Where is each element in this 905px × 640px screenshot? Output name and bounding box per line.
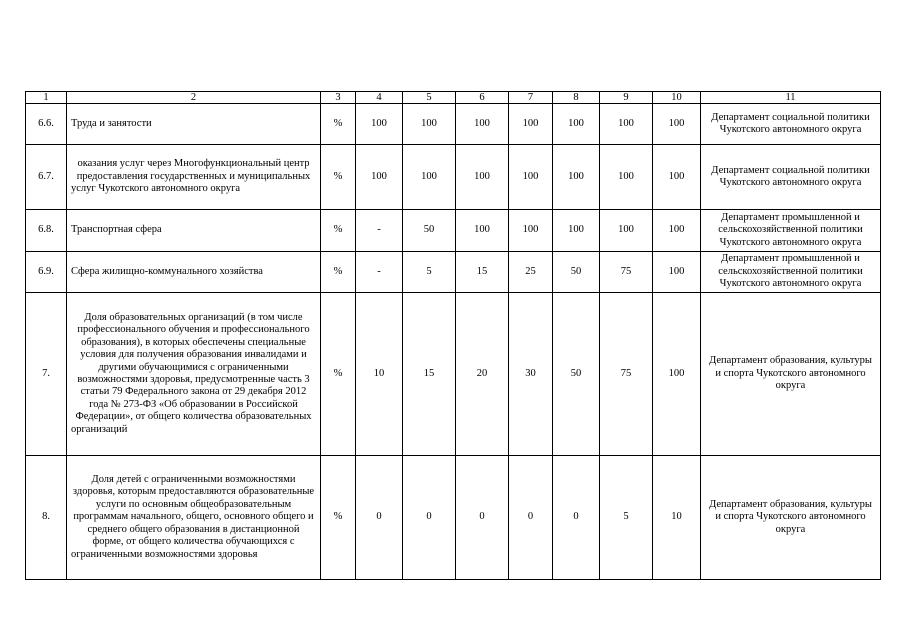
value-cell: 5 bbox=[600, 456, 653, 580]
unit-cell: % bbox=[321, 293, 356, 456]
value-cell: 100 bbox=[653, 210, 701, 252]
value-cell: 50 bbox=[403, 210, 456, 252]
value-cell: 10 bbox=[653, 456, 701, 580]
responsible-department: Департамент промышленной и сельскохозяйственной политики Чукотского автономного округа bbox=[701, 210, 881, 252]
responsible-department: Департамент образования, культуры и спорта Чукотского автономного округа bbox=[701, 293, 881, 456]
value-cell: - bbox=[356, 252, 403, 293]
value-cell: 25 bbox=[509, 252, 553, 293]
value-cell: 0 bbox=[509, 456, 553, 580]
indicator-description: Труда и занятости bbox=[67, 104, 321, 145]
value-cell: 100 bbox=[509, 145, 553, 210]
table-row bbox=[26, 210, 881, 252]
indicator-description: Доля образовательных организаций (в том числе профессионального обучения и профессионального образования), в которых обеспечены специальные условия для получения образования инвалидами и другими обучающимися с ограниченными возможностями здоровья, предусмотренные часть 3 статьи 79 Федерального закона от 29 декабря 2012 года № 273-ФЗ «Об образовании в Российской Федерации», от общего количества образовательных организаций bbox=[67, 293, 321, 456]
value-cell: 15 bbox=[403, 293, 456, 456]
value-cell: 100 bbox=[600, 210, 653, 252]
table-row bbox=[26, 456, 881, 580]
value-cell: 50 bbox=[553, 252, 600, 293]
header-cell: 8 bbox=[553, 92, 600, 104]
row-number: 7. bbox=[26, 293, 67, 456]
value-cell: 100 bbox=[600, 104, 653, 145]
value-cell: 100 bbox=[509, 104, 553, 145]
header-cell: 6 bbox=[456, 92, 509, 104]
value-cell: 75 bbox=[600, 252, 653, 293]
unit-cell: % bbox=[321, 456, 356, 580]
indicator-description: Транспортная сфера bbox=[67, 210, 321, 252]
table-row bbox=[26, 104, 881, 145]
row-number: 6.8. bbox=[26, 210, 67, 252]
value-cell: 100 bbox=[553, 145, 600, 210]
value-cell: 0 bbox=[456, 456, 509, 580]
value-cell: 0 bbox=[356, 456, 403, 580]
table-row bbox=[26, 293, 881, 456]
indicator-description: Сфера жилищно-коммунального хозяйства bbox=[67, 252, 321, 293]
value-cell: 30 bbox=[509, 293, 553, 456]
value-cell: 100 bbox=[509, 210, 553, 252]
header-cell: 2 bbox=[67, 92, 321, 104]
responsible-department: Департамент промышленной и сельскохозяйственной политики Чукотского автономного округа bbox=[701, 252, 881, 293]
value-cell: 100 bbox=[653, 104, 701, 145]
unit-cell: % bbox=[321, 252, 356, 293]
value-cell: 100 bbox=[653, 293, 701, 456]
value-cell: 20 bbox=[456, 293, 509, 456]
header-cell: 1 bbox=[26, 92, 67, 104]
value-cell: 100 bbox=[403, 145, 456, 210]
value-cell: 100 bbox=[600, 145, 653, 210]
unit-cell: % bbox=[321, 145, 356, 210]
header-cell: 5 bbox=[403, 92, 456, 104]
value-cell: 10 bbox=[356, 293, 403, 456]
value-cell: 100 bbox=[356, 145, 403, 210]
value-cell: 100 bbox=[553, 210, 600, 252]
value-cell: 100 bbox=[456, 104, 509, 145]
responsible-department: Департамент социальной политики Чукотского автономного округа bbox=[701, 104, 881, 145]
value-cell: 0 bbox=[403, 456, 456, 580]
value-cell: 15 bbox=[456, 252, 509, 293]
unit-cell: % bbox=[321, 210, 356, 252]
indicator-table bbox=[25, 91, 881, 580]
header-cell: 7 bbox=[509, 92, 553, 104]
unit-cell: % bbox=[321, 104, 356, 145]
value-cell: 100 bbox=[456, 145, 509, 210]
indicator-description: Доля детей с ограниченными возможностями здоровья, которым предоставляются образовательные услуги по основным общеобразовательным программам начального, общего, основного общего и среднего общего образования в дистанционной форме, от общего количества обучающихся с ограниченными возможностями здоровья bbox=[67, 456, 321, 580]
indicator-description: оказания услуг через Многофункциональный центр предоставления государственных и муниципальных услуг Чукотского автономного округа bbox=[67, 145, 321, 210]
row-number: 6.6. bbox=[26, 104, 67, 145]
table-row bbox=[26, 145, 881, 210]
value-cell: 50 bbox=[553, 293, 600, 456]
column-number-header bbox=[26, 92, 881, 104]
value-cell: 100 bbox=[356, 104, 403, 145]
responsible-department: Департамент социальной политики Чукотского автономного округа bbox=[701, 145, 881, 210]
row-number: 6.9. bbox=[26, 252, 67, 293]
table-row bbox=[26, 252, 881, 293]
value-cell: - bbox=[356, 210, 403, 252]
value-cell: 100 bbox=[553, 104, 600, 145]
value-cell: 100 bbox=[403, 104, 456, 145]
header-cell: 11 bbox=[701, 92, 881, 104]
value-cell: 5 bbox=[403, 252, 456, 293]
row-number: 6.7. bbox=[26, 145, 67, 210]
header-cell: 3 bbox=[321, 92, 356, 104]
value-cell: 0 bbox=[553, 456, 600, 580]
value-cell: 75 bbox=[600, 293, 653, 456]
row-number: 8. bbox=[26, 456, 67, 580]
header-cell: 10 bbox=[653, 92, 701, 104]
header-cell: 9 bbox=[600, 92, 653, 104]
header-cell: 4 bbox=[356, 92, 403, 104]
value-cell: 100 bbox=[456, 210, 509, 252]
value-cell: 100 bbox=[653, 252, 701, 293]
value-cell: 100 bbox=[653, 145, 701, 210]
responsible-department: Департамент образования, культуры и спорта Чукотского автономного округа bbox=[701, 456, 881, 580]
